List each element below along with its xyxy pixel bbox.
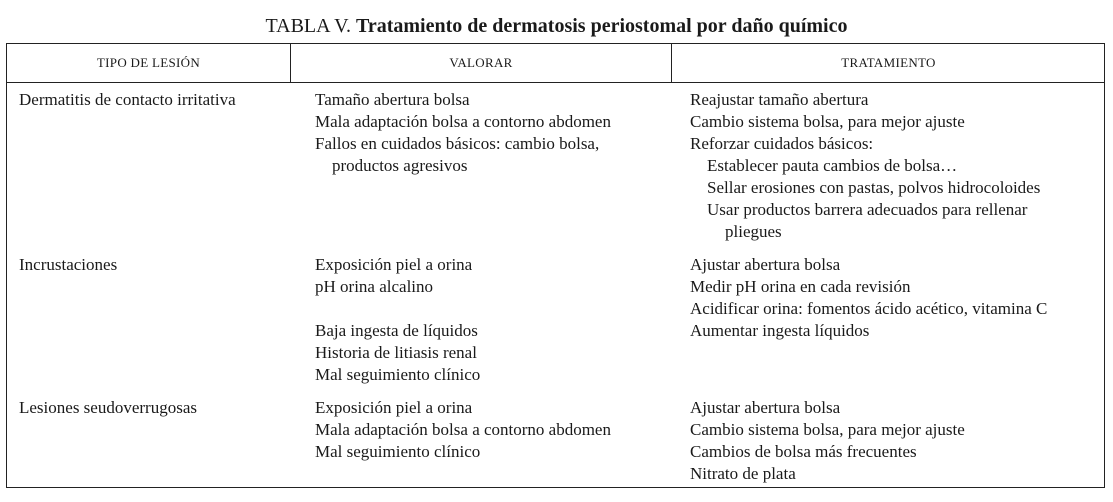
tratamiento-item: Reforzar cuidados básicos: [690,134,874,153]
header-tipo-lesion: TIPO DE LESIÓN [96,55,201,70]
tratamiento-subitem: Sellar erosiones con pastas, polvos hidrocoloides [707,178,1041,197]
valorar-item: Historia de litiasis renal [315,343,477,362]
valorar-item: Tamaño abertura bolsa [315,90,470,109]
tipo-lesion-label: Dermatitis de contacto irritativa [19,90,236,109]
valorar-item: Exposición piel a orina [315,398,473,417]
cell-valorar [315,254,480,386]
tipo-lesion-label: Lesiones seudoverrugosas [19,398,197,417]
table-title-main: Tratamiento de dermatosis periostomal por daño químico [356,15,848,37]
cell-tratamiento [690,397,965,485]
cell-tipo [19,89,236,111]
table-title [0,14,1113,38]
cell-tipo [19,254,117,276]
tratamiento-subitem: pliegues [725,222,782,241]
tratamiento-item: Ajustar abertura bolsa [690,255,841,274]
valorar-item: Baja ingesta de líquidos [315,321,478,340]
valorar-item: Mala adaptación bolsa a contorno abdomen [315,420,611,439]
spacer [315,298,480,320]
valorar-item: Fallos en cuidados básicos: cambio bolsa, [315,134,600,153]
valorar-item: productos agresivos [332,156,468,175]
treatment-table [6,43,1105,488]
valorar-item: Mal seguimiento clínico [315,365,481,384]
cell-tratamiento [690,89,1040,243]
header-tratamiento: TRATAMIENTO [841,55,936,70]
tratamiento-item: Acidificar orina: fomentos ácido acético, vitamina C [690,299,1048,318]
valorar-item: Mala adaptación bolsa a contorno abdomen [315,112,611,131]
tratamiento-item: Cambio sistema bolsa, para mejor ajuste [690,420,965,439]
tipo-lesion-label: Incrustaciones [19,255,118,274]
header-valorar: VALORAR [449,55,513,70]
tratamiento-item: Cambio sistema bolsa, para mejor ajuste [690,112,965,131]
cell-valorar [315,89,611,177]
tratamiento-item: Aumentar ingesta líquidos [690,321,870,340]
tratamiento-item: Cambios de bolsa más frecuentes [690,442,917,461]
tratamiento-item: Ajustar abertura bolsa [690,398,841,417]
valorar-item: Mal seguimiento clínico [315,442,481,461]
tratamiento-subitem: Establecer pauta cambios de bolsa… [707,156,958,175]
cell-valorar [315,397,611,463]
cell-tratamiento [690,254,1047,342]
table-header [7,44,1104,83]
tratamiento-item: Nitrato de plata [690,464,796,483]
tratamiento-subitem: Usar productos barrera adecuados para rellenar [707,200,1028,219]
valorar-item: pH orina alcalino [315,277,434,296]
valorar-item: Exposición piel a orina [315,255,473,274]
cell-tipo [19,397,197,419]
table-title-prefix: TABLA V. [265,15,351,37]
tratamiento-item: Reajustar tamaño abertura [690,90,869,109]
tratamiento-item: Medir pH orina en cada revisión [690,277,911,296]
